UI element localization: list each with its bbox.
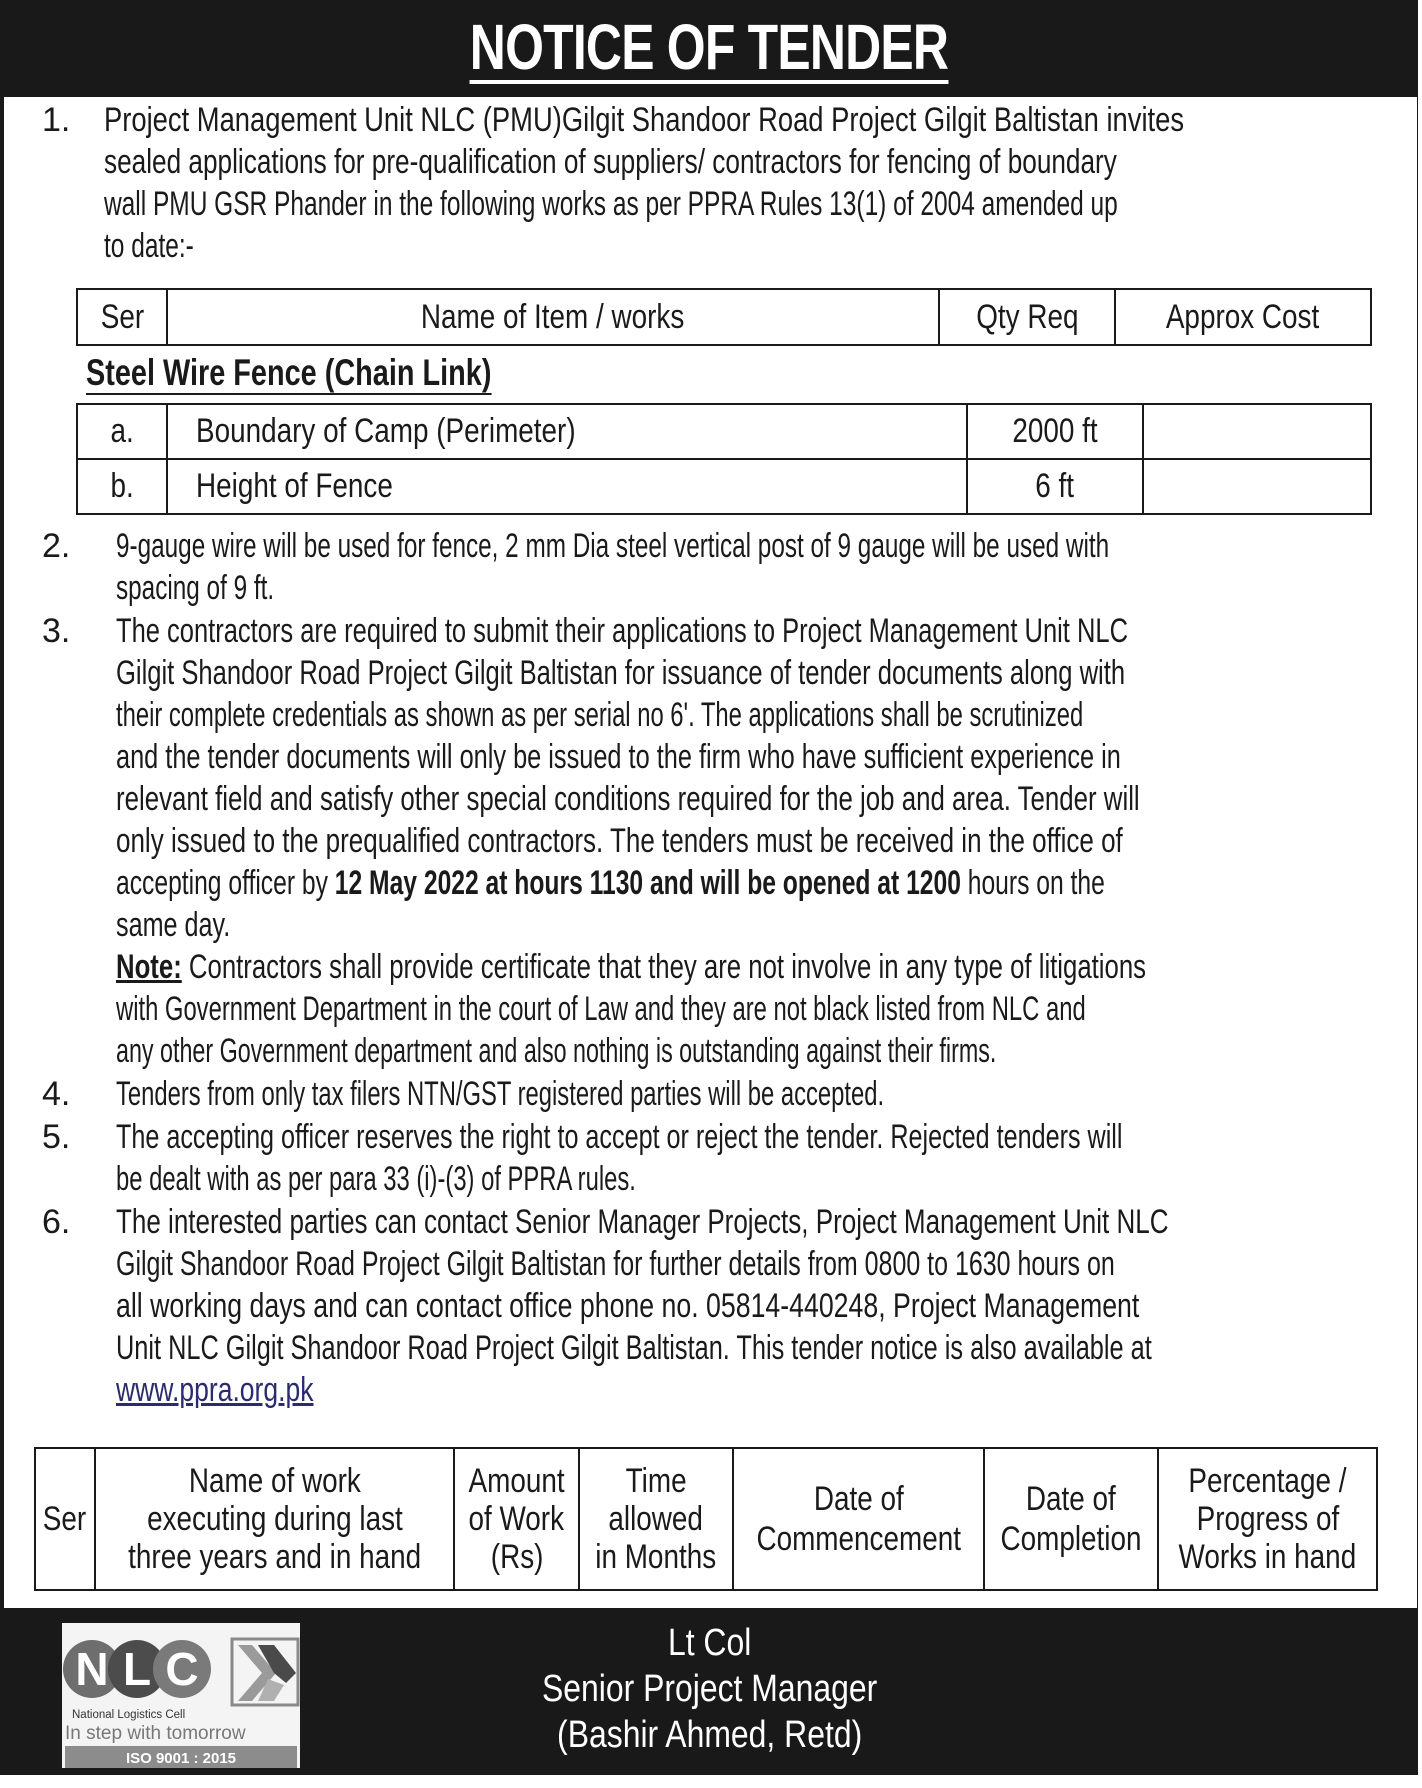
- nlc-logo: [62, 1623, 300, 1768]
- signature-rank: Lt Col: [668, 1622, 752, 1664]
- para-1-number: 1.: [42, 101, 71, 139]
- table-row: [77, 404, 1371, 459]
- row-name: Boundary of Camp (Perimeter): [167, 404, 967, 459]
- header-ser: Ser: [77, 289, 167, 345]
- row-cost: [1143, 459, 1371, 514]
- para-2-line: spacing of 9 ft.: [116, 569, 275, 607]
- para-3-deadline-line: [116, 862, 1105, 904]
- note-line: with Government Department in the court of Law and they are not black listed from NLC and: [116, 990, 1086, 1028]
- items-table-header: [76, 288, 1372, 346]
- para-4: [116, 1073, 1386, 1115]
- logo-arrow-icon: [232, 1639, 298, 1705]
- para-3-line: Gilgit Shandoor Road Project Gilgit Baltistan for issuance of tender documents along with: [116, 654, 1126, 692]
- note-label: Note:: [116, 948, 182, 986]
- para-1-line: wall PMU GSR Phander in the following works as per PPRA Rules 13(1) of 2004 amended up: [104, 185, 1118, 223]
- exp-header-amount: Amount of Work (Rs): [454, 1448, 579, 1590]
- logo-letter-c: C: [165, 1643, 199, 1695]
- row-ser: a.: [77, 404, 167, 459]
- para-6: [116, 1201, 1386, 1411]
- row-qty: 6 ft: [967, 459, 1143, 514]
- row-ser: b.: [77, 459, 167, 514]
- notice-title: [156, 10, 1262, 84]
- exp-header-completion: Date of Completion: [984, 1448, 1158, 1590]
- logo-letter-l: L: [122, 1643, 152, 1695]
- notice-title-text: NOTICE OF TENDER: [469, 11, 949, 83]
- deadline-pre: accepting officer by: [116, 864, 335, 902]
- para-5-line: The accepting officer reserves the right to accept or reject the tender. Rejected tenders will: [116, 1118, 1123, 1156]
- logo-letter-n: N: [75, 1643, 109, 1695]
- para-3-line: The contractors are required to submit their applications to Project Management Unit NLC: [116, 612, 1128, 650]
- para-6-line: Gilgit Shandoor Road Project Gilgit Baltistan for further details from 0800 to 1630 hours on: [116, 1245, 1115, 1283]
- para-4-number: 4.: [42, 1075, 71, 1113]
- para-3-line: same day.: [116, 906, 231, 944]
- exp-header-name: Name of work executing during last three years and in hand: [95, 1448, 454, 1590]
- logo-tagline: In step with tomorrow: [65, 1723, 246, 1744]
- para-4-line: Tenders from only tax filers NTN/GST registered parties will be accepted.: [116, 1075, 885, 1113]
- header-qty: Qty Req: [939, 289, 1115, 345]
- logo-org-name: National Logistics Cell: [72, 1709, 186, 1721]
- para-3-line: only issued to the prequalified contractors. The tenders must be received in the office of: [116, 822, 1123, 860]
- table-row: [77, 459, 1371, 514]
- experience-table: [34, 1447, 1378, 1591]
- header-name: Name of Item / works: [167, 289, 939, 345]
- notice-header-band: [0, 0, 1418, 96]
- para-1-line: Project Management Unit NLC (PMU)Gilgit Shandoor Road Project Gilgit Baltistan invites: [104, 101, 1185, 139]
- para-6-line: The interested parties can contact Senior Manager Projects, Project Management Unit NLC: [116, 1203, 1169, 1241]
- para-3-line: and the tender documents will only be issued to the firm who have sufficient experience in: [116, 738, 1121, 776]
- nlc-logo-graphic: [62, 1623, 300, 1768]
- experience-header-row: [35, 1448, 1377, 1590]
- para-2: [116, 525, 1386, 609]
- para-6-number: 6.: [42, 1203, 71, 1241]
- deadline-bold: 12 May 2022 at hours 1130 and will be opened at 1200: [334, 864, 961, 902]
- para-5: [116, 1116, 1386, 1200]
- row-name: Height of Fence: [167, 459, 967, 514]
- para-6-line: all working days and can contact office phone no. 05814-440248, Project Management: [116, 1287, 1140, 1325]
- items-table: [76, 403, 1372, 515]
- para-2-line: 9-gauge wire will be used for fence, 2 mm Dia steel vertical post of 9 gauge will be used with: [116, 527, 1110, 565]
- para-3: [116, 610, 1386, 1072]
- para-5-line: be dealt with as per para 33 (i)-(3) of PPRA rules.: [116, 1160, 636, 1198]
- logo-iso-text: ISO 9001 : 2015: [125, 1750, 237, 1767]
- exp-header-commencement: Date of Commencement: [733, 1448, 984, 1590]
- exp-header-ser: Ser: [35, 1448, 95, 1590]
- note-line: any other Government department and also nothing is outstanding against their firms.: [116, 1032, 997, 1070]
- para-3-line: relevant field and satisfy other special conditions required for the job and area. Tender will: [116, 780, 1140, 818]
- para-1-line: to date:-: [104, 227, 194, 265]
- section-title: Steel Wire Fence (Chain Link): [86, 352, 492, 393]
- para-3-line: their complete credentials as shown as per serial no 6'. The applications shall be scrutinized: [116, 696, 1084, 734]
- para-1-line: sealed applications for pre-qualification of suppliers/ contractors for fencing of boundary: [104, 143, 1117, 181]
- header-cost: Approx Cost: [1115, 289, 1371, 345]
- exp-header-progress: Percentage / Progress of Works in hand: [1158, 1448, 1377, 1590]
- signature-name: (Bashir Ahmed, Retd): [557, 1714, 863, 1756]
- para-2-number: 2.: [42, 527, 71, 565]
- para-1: [104, 99, 1386, 267]
- notice-body: [4, 97, 1417, 1608]
- ppra-link[interactable]: www.ppra.org.pk: [116, 1371, 314, 1409]
- para-6-line: Unit NLC Gilgit Shandoor Road Project Gilgit Baltistan. This tender notice is also available at: [116, 1329, 1152, 1367]
- exp-header-time: Time allowed in Months: [579, 1448, 733, 1590]
- note-line: [116, 946, 1147, 988]
- row-qty: 2000 ft: [967, 404, 1143, 459]
- deadline-post: hours on the: [960, 864, 1105, 902]
- note-text: Contractors shall provide certificate that they are not involve in any type of litigations: [181, 948, 1147, 986]
- signature-designation: Senior Project Manager: [542, 1668, 878, 1710]
- row-cost: [1143, 404, 1371, 459]
- para-5-number: 5.: [42, 1118, 71, 1156]
- para-3-number: 3.: [42, 612, 71, 650]
